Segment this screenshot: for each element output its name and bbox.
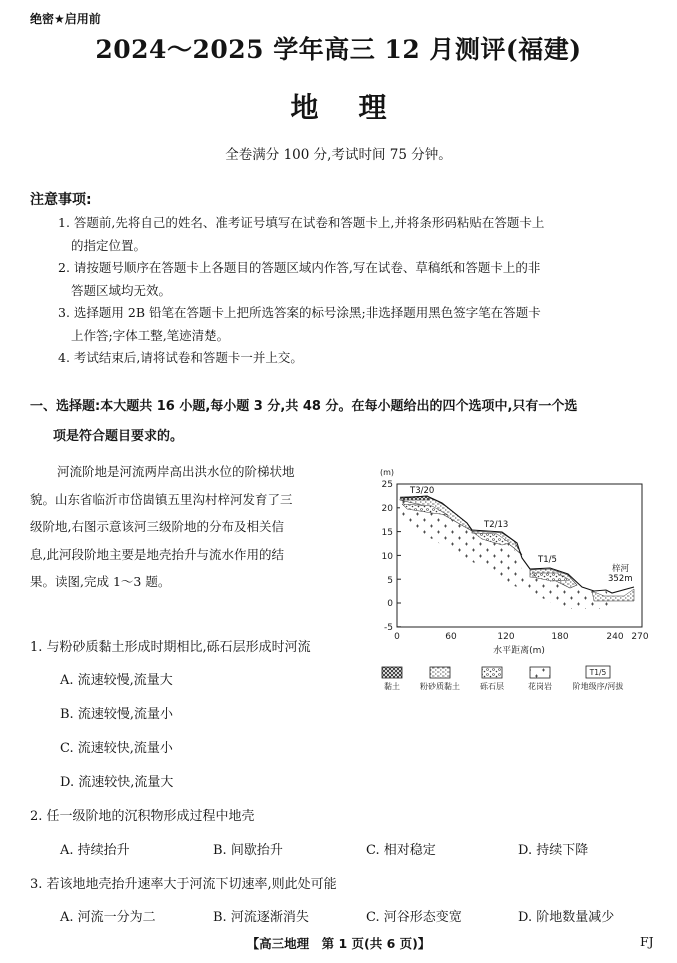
river-elevation-label: 352m	[608, 574, 633, 584]
question-option: D. 流速较快,流量大	[60, 775, 174, 790]
passage-line: 貌。山东省临沂市岱崮镇五里沟村梓河发育了三	[30, 491, 293, 507]
notice-item	[58, 212, 648, 257]
question-option: B. 间歇抬升	[213, 843, 283, 858]
secret-mark: 绝密★启用前	[30, 12, 101, 26]
terrace-figure	[372, 463, 662, 707]
question-stem: 1. 与粉砂质黏土形成时期相比,砾石层形成时河流	[30, 640, 311, 655]
legend-swatch-clay	[382, 667, 402, 678]
y-tick-label: 5	[387, 576, 393, 586]
y-tick-label: 0	[387, 599, 393, 609]
x-axis	[394, 632, 649, 656]
question-stem: 2. 任一级阶地的沉积物形成过程中地壳	[30, 809, 255, 824]
granite-layer	[400, 500, 612, 609]
legend-label: 黏土	[384, 682, 400, 691]
legend-label: 砾石层	[480, 682, 504, 691]
question-option: D. 阶地数量减少	[518, 910, 615, 925]
passage-line: 级阶地,右图示意该河三级阶地的分布及相关信	[30, 519, 284, 534]
x-tick-label: 180	[551, 632, 569, 642]
section-line: 一、选择题:本大题共 16 小题,每小题 3 分,共 48 分。在每小题给出的四个选项中,只有一个选	[30, 399, 578, 414]
river-name-label: 梓河	[612, 564, 630, 574]
question-option: A. 持续抬升	[60, 843, 130, 858]
legend-swatch-granite	[530, 667, 550, 678]
passage-line: 息,此河段阶地主要是地壳抬升与流水作用的结	[30, 546, 284, 562]
notice-line: 1. 答题前,先将自己的姓名、准考证号填写在试卷和答题卡上,并将条形码粘贴在答题卡上	[58, 215, 545, 230]
legend-label: 花岗岩	[528, 682, 552, 691]
y-axis	[382, 480, 401, 633]
legend-label: 粉砂质黏土	[420, 682, 460, 691]
section-heading	[30, 395, 652, 449]
y-tick-label: 25	[381, 480, 393, 490]
notice-line: 3. 选择题用 2B 铅笔在答题卡上把所选答案的标号涂黑;非选择题用黑色签字笔在答题卡	[58, 305, 541, 320]
terrace-diagram	[372, 463, 662, 703]
question-option: B. 河流逐渐消失	[213, 910, 309, 925]
notice-item	[58, 257, 648, 302]
passage	[30, 458, 365, 596]
question-option: A. 流速较慢,流量大	[60, 673, 173, 688]
subject-title	[0, 86, 677, 126]
passage-line: 河流阶地是河流两岸高出洪水位的阶梯状地	[57, 464, 295, 479]
legend-swatch-gravel	[482, 667, 502, 678]
legend-sample-label: T1/5	[589, 668, 607, 677]
notice-item	[58, 302, 648, 347]
x-axis-label: 水平距离(m)	[493, 646, 545, 656]
x-tick-label: 240	[606, 632, 624, 642]
y-unit: (m)	[380, 468, 395, 477]
notice-line: 4. 考试结束后,请将试卷和答题卡一并上交。	[58, 350, 303, 365]
y-tick-label: 20	[381, 504, 393, 514]
passage-line: 果。读图,完成 1～3 题。	[30, 574, 171, 589]
section-line: 项是符合题目要求的。	[53, 429, 184, 444]
question-stem: 3. 若该地地壳抬升速率大于河流下切速率,则此处可能	[30, 877, 337, 892]
y-tick-label: 10	[381, 552, 393, 562]
y-tick-label: 15	[381, 528, 393, 538]
y-tick-label: -5	[384, 623, 393, 633]
question-option: C. 相对稳定	[366, 843, 436, 858]
question-option: C. 河谷形态变宽	[366, 910, 462, 925]
question-option: C. 流速较快,流量小	[60, 741, 173, 756]
subject-char-2: 理	[358, 91, 387, 124]
region-code: FJ	[640, 934, 654, 949]
exam-title: 2024～2025 学年高三 12 月测评(福建)	[95, 35, 582, 64]
x-tick-label: 270	[631, 632, 649, 642]
notice-item	[58, 347, 648, 370]
terrace-label-t3: T3/20	[410, 486, 435, 496]
notice-line: 的指定位置。	[71, 237, 147, 253]
x-tick-label: 60	[445, 632, 457, 642]
score-time-note: 全卷满分 100 分,考试时间 75 分钟。	[225, 147, 452, 163]
notice-line: 答题区域均无效。	[71, 282, 172, 298]
notice-line: 上作答;字体工整,笔迹清楚。	[71, 327, 230, 343]
terrace-label-t2: T2/13	[484, 520, 509, 530]
page-footer: 【高三地理 第 1 页(共 6 页)】	[246, 936, 431, 951]
subject-char-1: 地	[290, 91, 319, 124]
question-option: D. 持续下降	[518, 843, 589, 858]
notice-list	[58, 212, 648, 370]
notice-heading: 注意事项:	[30, 192, 92, 208]
legend-label: 阶地级序/河拔	[572, 682, 624, 691]
question-option: A. 河流一分为二	[60, 910, 156, 925]
x-tick-label: 0	[394, 632, 400, 642]
x-tick-label: 120	[497, 632, 515, 642]
legend	[382, 666, 623, 691]
legend-swatch-silt	[430, 667, 450, 678]
terrace-label-t1: T1/5	[538, 555, 557, 565]
question-option: B. 流速较慢,流量小	[60, 707, 173, 722]
notice-line: 2. 请按题号顺序在答题卡上各题目的答题区域内作答,写在试卷、草稿纸和答题卡上的非	[58, 260, 541, 275]
